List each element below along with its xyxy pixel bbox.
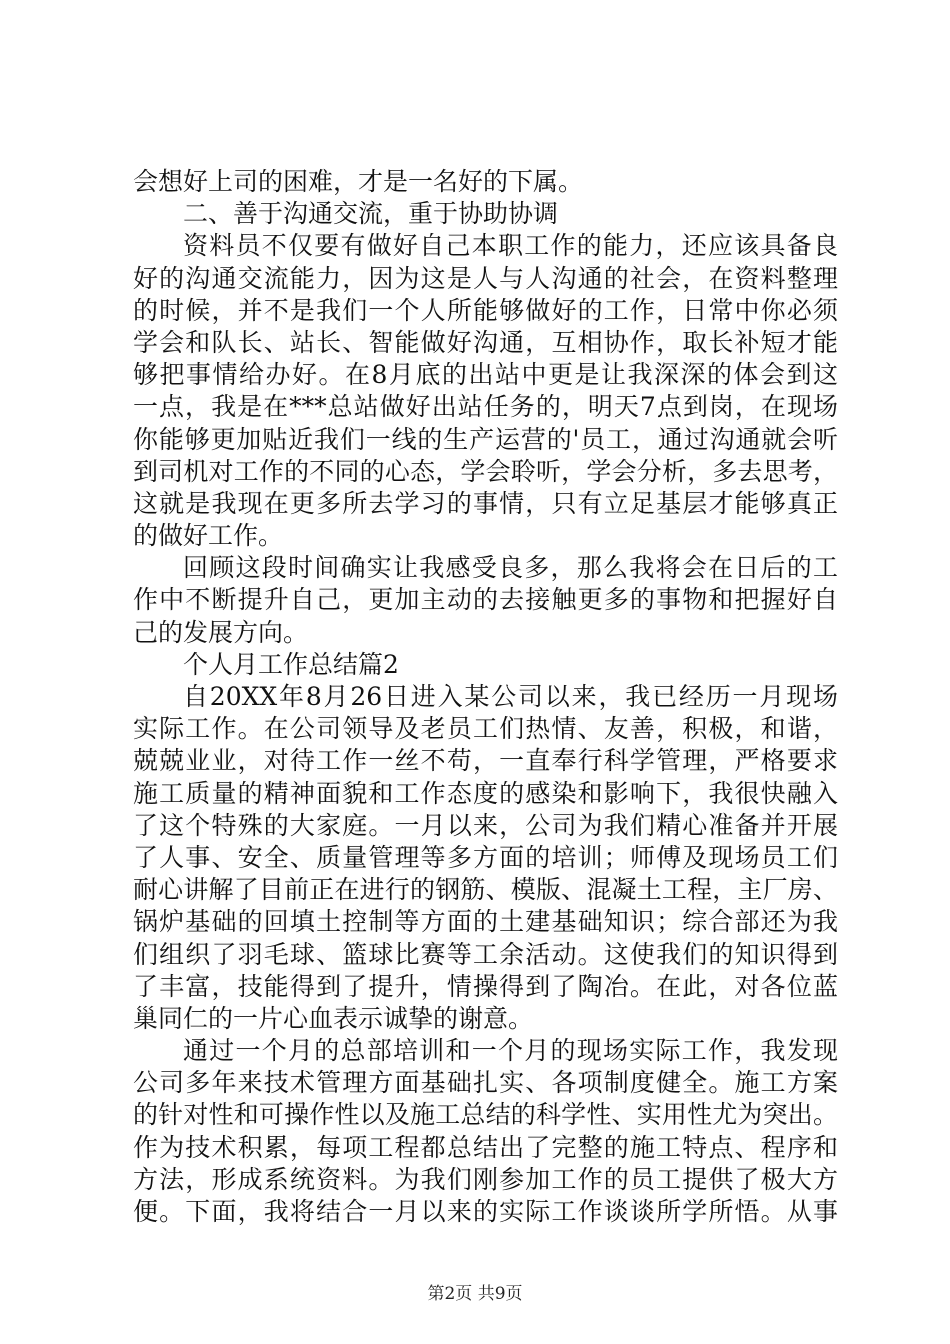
paragraph-line: 这就是我现在更多所去学习的事情，只有立足基层才能够真正 bbox=[133, 488, 838, 518]
paragraph-line: 资料员不仅要有做好自己本职工作的能力，还应该具备良 bbox=[183, 231, 838, 261]
paragraph-line: 了这个特殊的大家庭。一月以来，公司为我们精心准备并开展 bbox=[133, 810, 838, 840]
paragraph-line: 学会和队长、站长、智能做好沟通，互相协作，取长补短才能 bbox=[133, 327, 838, 357]
paragraph-line: 好的沟通交流能力，因为这是人与人沟通的社会，在资料整理 bbox=[133, 263, 838, 293]
paragraph-line: 了人事、安全、质量管理等多方面的培训；师傅及现场员工们 bbox=[133, 842, 838, 872]
paragraph-line: 作为技术积累，每项工程都总结出了完整的施工特点、程序和 bbox=[133, 1132, 838, 1162]
paragraph-line: 到司机对工作的不同的心态，学会聆听，学会分析，多去思考， bbox=[133, 456, 838, 486]
paragraph-line: 的针对性和可操作性以及施工总结的科学性、实用性尤为突出。 bbox=[133, 1100, 838, 1130]
paragraph-line: 兢兢业业，对待工作一丝不苟，一直奉行科学管理，严格要求 bbox=[133, 746, 838, 776]
paragraph-line: 通过一个月的总部培训和一个月的现场实际工作，我发现 bbox=[183, 1036, 838, 1066]
paragraph-line: 一点，我是在***总站做好出站任务的，明天7点到岗，在现场 bbox=[133, 392, 838, 422]
section-heading: 二、善于沟通交流，重于协助协调 bbox=[183, 199, 559, 229]
paragraph-line: 作中不断提升自己，更加主动的去接触更多的事物和把握好自 bbox=[133, 585, 838, 615]
page-number-footer: 第2页 共9页 bbox=[427, 1284, 523, 1304]
paragraph-line: 够把事情给办好。在8月底的出站中更是让我深深的体会到这 bbox=[133, 360, 838, 390]
document-body bbox=[133, 166, 838, 1228]
paragraph-line: 自20XX年8月26日进入某公司以来，我已经历一月现场 bbox=[183, 682, 838, 711]
section-heading: 个人月工作总结篇2 bbox=[183, 649, 399, 679]
paragraph-line: 施工质量的精神面貌和工作态度的感染和影响下，我很快融入 bbox=[133, 778, 838, 808]
paragraph-line: 实际工作。在公司领导及老员工们热情、友善，积极，和谐， bbox=[133, 714, 838, 744]
paragraph-line: 的做好工作。 bbox=[133, 521, 284, 551]
paragraph-line: 们组织了羽毛球、篮球比赛等工余活动。这使我们的知识得到 bbox=[133, 939, 838, 969]
paragraph-line: 回顾这段时间确实让我感受良多，那么我将会在日后的工 bbox=[183, 553, 838, 583]
paragraph-line: 会想好上司的困难，才是一名好的下属。 bbox=[133, 167, 584, 196]
paragraph-line: 公司多年来技术管理方面基础扎实、各项制度健全。施工方案 bbox=[133, 1068, 838, 1098]
paragraph-line: 你能够更加贴近我们一线的生产运营的'员工，通过沟通就会听 bbox=[133, 424, 838, 454]
paragraph-line: 便。下面，我将结合一月以来的实际工作谈谈所学所悟。从事 bbox=[133, 1197, 838, 1226]
paragraph-line: 耐心讲解了目前正在进行的钢筋、模版、混凝土工程，主厂房、 bbox=[133, 875, 838, 905]
paragraph-line: 锅炉基础的回填土控制等方面的土建基础知识；综合部还为我 bbox=[133, 907, 838, 937]
paragraph-line: 己的发展方向。 bbox=[133, 617, 309, 647]
paragraph-line: 的时候，并不是我们一个人所能够做好的工作，日常中你必须 bbox=[133, 295, 838, 325]
paragraph-line: 方法，形成系统资料。为我们刚参加工作的员工提供了极大方 bbox=[133, 1164, 838, 1194]
paragraph-line: 巢同仁的一片心血表示诚挚的谢意。 bbox=[133, 1003, 534, 1033]
paragraph-line: 了丰富，技能得到了提升，情操得到了陶冶。在此，对各位蓝 bbox=[133, 971, 838, 1001]
